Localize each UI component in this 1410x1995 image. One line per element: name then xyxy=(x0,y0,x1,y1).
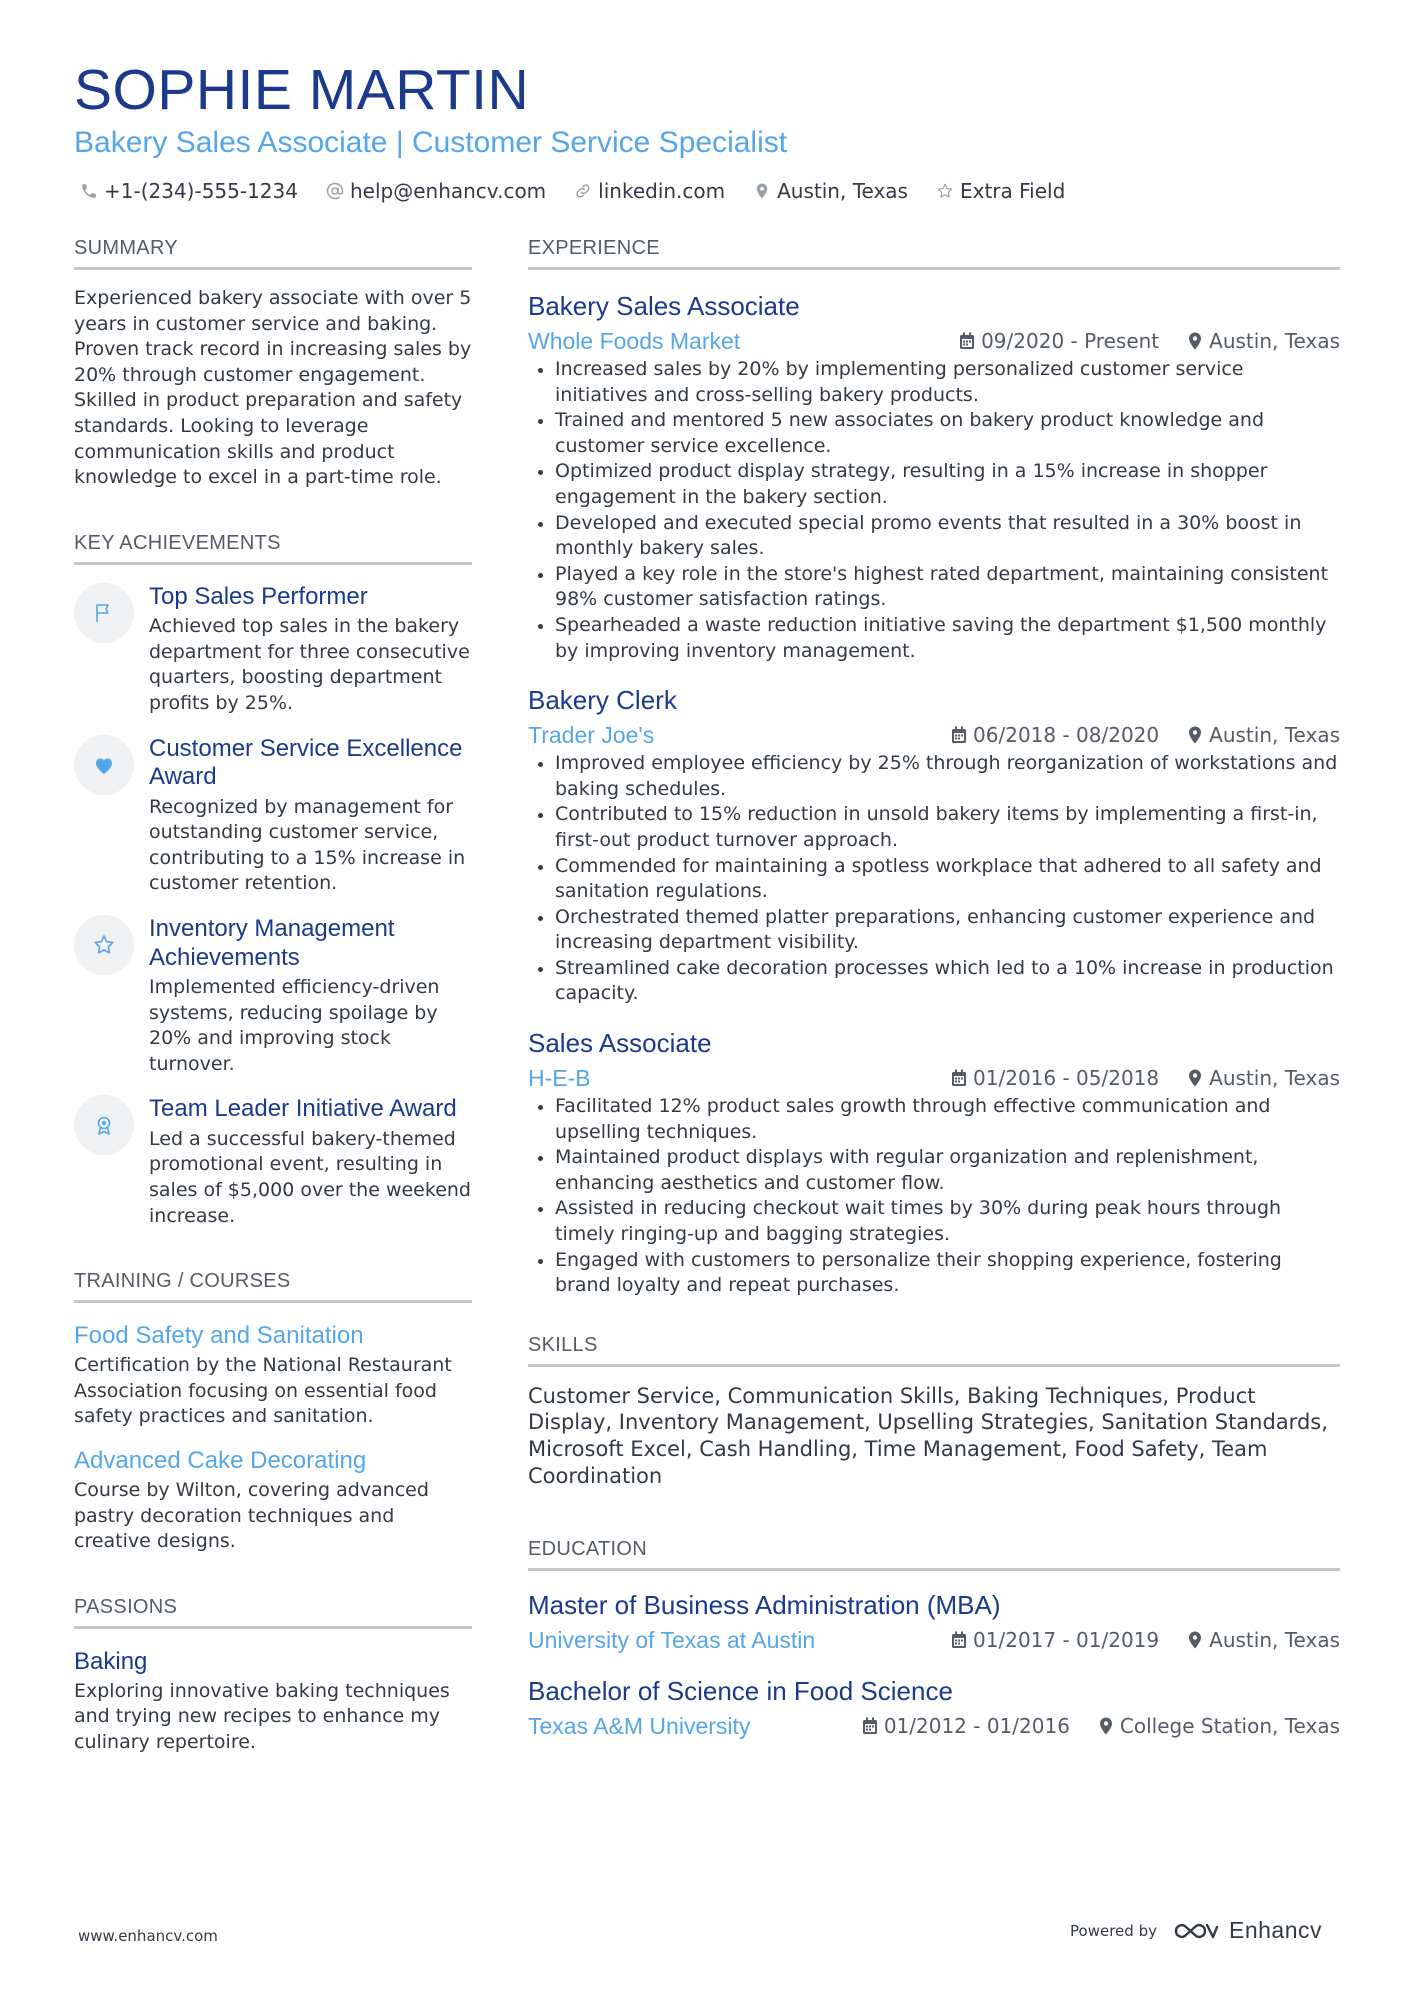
education-entry xyxy=(528,1675,1340,1741)
job-bullet: Engaged with customers to personalize their shopping experience, fostering brand loyalty and repeat purchases. xyxy=(528,1248,1340,1299)
linkedin-text: linkedin.com xyxy=(598,179,726,203)
job-bullet: Optimized product display strategy, resulting in a 15% increase in shopper engagement in the bakery section. xyxy=(528,459,1340,510)
education-location-text: College Station, Texas xyxy=(1119,1714,1340,1739)
location-pin-icon xyxy=(1187,1069,1203,1087)
passion-desc: Exploring innovative baking techniques and trying new recipes to enhance my culinary repertoire. xyxy=(74,1679,450,1753)
education-location xyxy=(1098,1714,1340,1738)
contact-linkedin[interactable] xyxy=(574,179,725,203)
calendar-icon xyxy=(959,332,975,350)
contact-phone xyxy=(80,179,298,203)
education-dates-text: 01/2017 - 01/2019 xyxy=(973,1628,1160,1653)
education-meta xyxy=(528,1625,1340,1655)
course-title: Advanced Cake Decorating xyxy=(74,1447,367,1475)
job-bullet: Spearheaded a waste reduction initiative saving the department $1,500 monthly by improving inventory management. xyxy=(528,613,1340,664)
degree-title: Bachelor of Science in Food Science xyxy=(528,1676,953,1707)
achievement-item xyxy=(74,915,472,1077)
education-section xyxy=(528,1537,1340,1741)
job-dates xyxy=(959,329,1159,353)
job-dates-text: 06/2018 - 08/2020 xyxy=(973,723,1160,748)
job-dates xyxy=(951,723,1159,747)
summary-heading: SUMMARY xyxy=(74,236,472,270)
location-pin-icon xyxy=(1187,1631,1203,1649)
company-name: Whole Foods Market xyxy=(528,327,741,354)
calendar-icon xyxy=(951,1069,967,1087)
passion-title: Baking xyxy=(74,1647,148,1675)
job-meta xyxy=(528,1063,1340,1093)
education-meta xyxy=(528,1711,1340,1741)
footer-website[interactable]: www.enhancv.com xyxy=(78,1927,218,1945)
skills-text: Customer Service, Communication Skills, Baking Techniques, Product Display, Inventory Management, Upselling Strategies, Sanitation Standards, Microsoft Excel, Cash Handling, Time Management, Food Safety, Team Coordination xyxy=(528,1383,1328,1488)
flag-icon xyxy=(92,601,116,625)
achievement-icon-badge xyxy=(74,1095,134,1155)
link-icon xyxy=(574,182,592,200)
achievement-desc: Led a successful bakery-themed promotional event, resulting in sales of $5,000 over the weekend increase. xyxy=(149,1127,471,1227)
enhancv-logo[interactable] xyxy=(1173,1917,1322,1944)
at-icon xyxy=(326,182,344,200)
achievement-body xyxy=(149,1095,472,1229)
skills-heading: SKILLS xyxy=(528,1333,1340,1367)
achievement-desc: Recognized by management for outstanding customer service, contributing to a 15% increase in customer retention. xyxy=(149,795,466,895)
job-title: Bakery Sales Associate xyxy=(528,291,800,321)
company-name: H-E-B xyxy=(528,1064,591,1091)
star-outline-icon xyxy=(936,182,954,200)
contact-bar xyxy=(80,179,1065,203)
achievements-heading: KEY ACHIEVEMENTS xyxy=(74,531,472,565)
achievement-icon-badge xyxy=(74,583,134,643)
achievements-section xyxy=(74,531,472,1230)
job-meta-details xyxy=(959,329,1340,353)
location-pin-icon xyxy=(1187,726,1203,744)
degree-title: Master of Business Administration (MBA) xyxy=(528,1590,1001,1621)
job-dates-text: 09/2020 - Present xyxy=(981,329,1160,353)
job-meta-details xyxy=(951,723,1340,747)
star-icon xyxy=(92,933,116,957)
achievement-title: Customer Service Excellence Award xyxy=(149,734,463,791)
education-location-text: Austin, Texas xyxy=(1209,1628,1340,1653)
education-meta-details xyxy=(951,1628,1340,1652)
job-entry xyxy=(528,290,1340,664)
job-bullet: Contributed to 15% reduction in unsold bakery items by implementing a first-in, first-out product turnover approach. xyxy=(528,802,1340,853)
education-meta-details xyxy=(862,1714,1340,1738)
achievement-body xyxy=(149,583,472,717)
skills-section xyxy=(528,1333,1340,1489)
passions-section xyxy=(74,1595,472,1756)
achievement-icon-badge xyxy=(74,735,134,795)
location-pin-icon xyxy=(1098,1717,1114,1735)
extra-text: Extra Field xyxy=(959,179,1066,203)
calendar-icon xyxy=(951,1631,967,1649)
achievement-title: Inventory Management Achievements xyxy=(149,915,395,971)
job-bullet: Increased sales by 20% by implementing personalized customer service initiatives and cross-selling bakery products. xyxy=(528,357,1340,408)
achievement-body xyxy=(149,915,472,1077)
job-entry xyxy=(528,684,1340,1007)
school-name: Texas A&M University xyxy=(528,1712,751,1739)
achievement-icon-badge xyxy=(74,915,134,975)
job-bullet: Trained and mentored 5 new associates on bakery product knowledge and customer service excellence. xyxy=(528,408,1340,459)
course-title: Food Safety and Sanitation xyxy=(74,1322,364,1350)
job-bullets xyxy=(528,1094,1340,1299)
phone-text: +1-(234)-555-1234 xyxy=(104,179,298,203)
location-text: Austin, Texas xyxy=(777,179,908,203)
passions-heading: PASSIONS xyxy=(74,1595,472,1629)
experience-heading: EXPERIENCE xyxy=(528,236,1340,270)
education-dates-text: 01/2012 - 01/2016 xyxy=(883,1714,1070,1739)
course-item xyxy=(74,1446,472,1555)
job-meta-details xyxy=(951,1066,1340,1090)
summary-text: Experienced bakery associate with over 5 years in customer service and baking. Proven track record in increasing sales by 20% through customer engagement. Skilled in product preparation and safety standards. Looking to leverage communication skills and product knowledge to excel in a part-time role. xyxy=(74,287,472,489)
training-heading: TRAINING / COURSES xyxy=(74,1269,472,1303)
achievement-item xyxy=(74,1095,472,1229)
summary-section xyxy=(74,236,472,491)
right-column xyxy=(528,236,1340,1741)
job-location xyxy=(1187,1066,1340,1090)
achievement-desc: Achieved top sales in the bakery department for three consecutive quarters, boosting department profits by 25%. xyxy=(149,615,470,715)
job-dates xyxy=(951,1066,1159,1090)
contact-email[interactable] xyxy=(326,179,546,203)
job-entry xyxy=(528,1027,1340,1299)
course-desc: Certification by the National Restaurant Association focusing on essential food safety practices and sanitation. xyxy=(74,1354,452,1428)
job-bullet: Facilitated 12% product sales growth through effective communication and upselling techniques. xyxy=(528,1094,1340,1145)
job-bullet: Developed and executed special promo events that resulted in a 30% boost in monthly bakery sales. xyxy=(528,511,1340,562)
education-dates xyxy=(951,1628,1159,1652)
location-pin-icon xyxy=(753,182,771,200)
job-location xyxy=(1187,723,1340,747)
achievement-title: Team Leader Initiative Award xyxy=(149,1095,457,1123)
achievement-body xyxy=(149,735,472,897)
job-title: Bakery Clerk xyxy=(528,685,677,716)
job-bullets xyxy=(528,357,1340,664)
job-bullet: Maintained product displays with regular organization and replenishment, enhancing aesthetics and customer flow. xyxy=(528,1145,1340,1196)
enhancv-logo-icon xyxy=(1173,1919,1219,1943)
left-column xyxy=(74,236,472,1756)
job-bullet: Orchestrated themed platter preparations, enhancing customer experience and increasing department visibility. xyxy=(528,905,1340,956)
education-dates xyxy=(862,1714,1070,1738)
achievement-desc: Implemented efficiency-driven systems, reducing spoilage by 20% and improving stock turnover. xyxy=(149,976,440,1075)
candidate-headline: Bakery Sales Associate | Customer Service Specialist xyxy=(74,126,788,159)
job-location-text: Austin, Texas xyxy=(1209,723,1340,748)
email-text: help@enhancv.com xyxy=(349,179,547,203)
heart-icon xyxy=(92,753,116,777)
job-title: Sales Associate xyxy=(528,1028,712,1059)
job-location xyxy=(1187,329,1340,353)
job-bullet: Commended for maintaining a spotless workplace that adhered to all safety and sanitation regulations. xyxy=(528,854,1340,905)
training-section xyxy=(74,1269,472,1555)
achievement-item xyxy=(74,583,472,717)
calendar-icon xyxy=(951,726,967,744)
calendar-icon xyxy=(862,1717,878,1735)
education-entry xyxy=(528,1589,1340,1655)
experience-section xyxy=(528,236,1340,1299)
job-meta xyxy=(528,720,1340,750)
job-meta xyxy=(528,326,1340,356)
job-dates-text: 01/2016 - 05/2018 xyxy=(973,1066,1160,1091)
contact-extra xyxy=(936,179,1065,203)
job-bullet: Assisted in reducing checkout wait times by 30% during peak hours through timely ringing-up and bagging strategies. xyxy=(528,1196,1340,1247)
course-desc: Course by Wilton, covering advanced pastry decoration techniques and creative designs. xyxy=(74,1479,429,1553)
job-bullets xyxy=(528,751,1340,1007)
company-name: Trader Joe's xyxy=(528,721,655,748)
contact-location xyxy=(753,179,908,203)
job-location-text: Austin, Texas xyxy=(1209,1066,1340,1091)
school-name: University of Texas at Austin xyxy=(528,1626,816,1653)
job-bullet: Played a key role in the store's highest rated department, maintaining consistent 98% customer satisfaction ratings. xyxy=(528,562,1340,613)
education-location xyxy=(1187,1628,1340,1652)
achievement-item xyxy=(74,735,472,897)
job-bullet: Improved employee efficiency by 25% through reorganization of workstations and baking schedules. xyxy=(528,751,1340,802)
course-item xyxy=(74,1321,472,1430)
education-heading: EDUCATION xyxy=(528,1537,1340,1571)
brand-name: Enhancv xyxy=(1228,1917,1322,1943)
candidate-name: SOPHIE MARTIN xyxy=(74,58,530,122)
footer-branding xyxy=(1070,1917,1322,1944)
location-pin-icon xyxy=(1187,332,1203,350)
phone-icon xyxy=(80,182,98,200)
job-location-text: Austin, Texas xyxy=(1209,329,1340,353)
job-bullet: Streamlined cake decoration processes which led to a 10% increase in production capacity. xyxy=(528,956,1340,1007)
award-icon xyxy=(92,1113,116,1137)
achievement-title: Top Sales Performer xyxy=(149,582,368,610)
powered-by-text: Powered by xyxy=(1070,1921,1157,1940)
